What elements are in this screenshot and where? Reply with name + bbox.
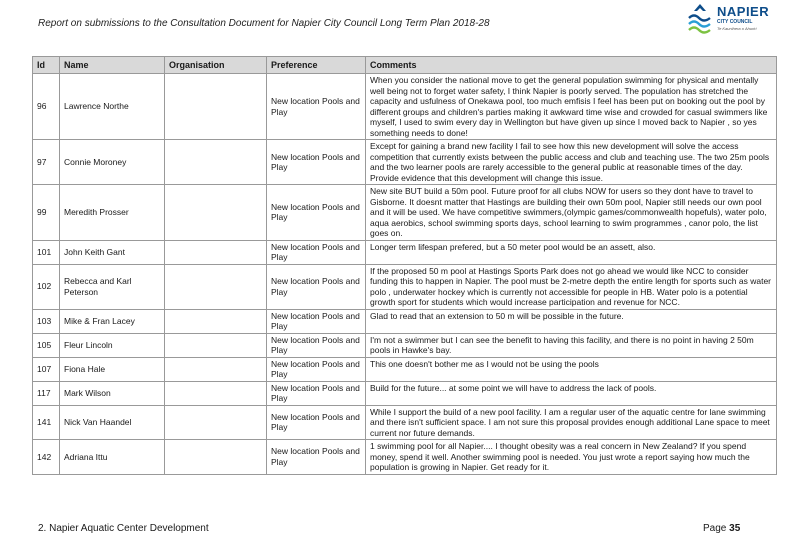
cell-organisation [165, 74, 267, 140]
cell-organisation [165, 264, 267, 309]
cell-name: Mike & Fran Lacey [60, 309, 165, 333]
cell-comment: Glad to read that an extension to 50 m will be possible in the future. [366, 309, 777, 333]
cell-comment: If the proposed 50 m pool at Hastings Sports Park does not go ahead we would like NCC to consider funding this to happen in Napier. The pool must be 2-metre depth the entire length for sports such as water polo , underwater hockey which is currently not accessible for people in HB. Water polo is a potential growth sport for students which would increase participation and revenue for NCC. [366, 264, 777, 309]
cell-organisation [165, 309, 267, 333]
report-title: Report on submissions to the Consultation Document for Napier City Council Long Term Plan 2018-28 [38, 18, 490, 29]
cell-organisation [165, 333, 267, 357]
cell-name: Rebecca and Karl Peterson [60, 264, 165, 309]
cell-id: 97 [33, 140, 60, 185]
cell-id: 102 [33, 264, 60, 309]
cell-preference: New location Pools and Play [267, 381, 366, 405]
cell-organisation [165, 357, 267, 381]
cell-id: 103 [33, 309, 60, 333]
footer-section-title: 2. Napier Aquatic Center Development [38, 523, 209, 534]
cell-preference: New location Pools and Play [267, 74, 366, 140]
cell-id: 101 [33, 240, 60, 264]
cell-organisation [165, 440, 267, 475]
cell-name: Nick Van Haandel [60, 405, 165, 440]
cell-preference: New location Pools and Play [267, 240, 366, 264]
cell-name: Lawrence Northe [60, 74, 165, 140]
cell-comment: I'm not a swimmer but I can see the benefit to having this facility, and there is no point in having 2 50m pools in Hawke's bay. [366, 333, 777, 357]
table-row [33, 74, 777, 140]
col-header-name: Name [60, 57, 165, 74]
cell-comment: Except for gaining a brand new facility I fail to see how this new development will solve the access competition that currently exists between the public access and club and teaching use. The two 25m pools and the two learner pools are rarely accessible to the general public at reasonable times of the day. Provide evidence that this development will change this issue. [366, 140, 777, 185]
col-header-organisation: Organisation [165, 57, 267, 74]
cell-name: John Keith Gant [60, 240, 165, 264]
cell-organisation [165, 240, 267, 264]
logo-name: NAPIER [717, 4, 770, 19]
napier-wave-icon [686, 2, 714, 36]
cell-organisation [165, 140, 267, 185]
submissions-table [32, 56, 777, 475]
cell-preference: New location Pools and Play [267, 264, 366, 309]
col-header-preference: Preference [267, 57, 366, 74]
table-row [33, 309, 777, 333]
logo-subtitle: CITY COUNCIL [717, 19, 753, 25]
page-label: Page [703, 523, 727, 534]
table-row [33, 185, 777, 241]
table-header-row [33, 57, 777, 74]
cell-name: Meredith Prosser [60, 185, 165, 241]
cell-comment: New site BUT build a 50m pool. Future proof for all clubs NOW for users so they dont have to travel to Gisborne. It doesnt matter that Hastings are building their own 50m pool, Napier still needs our own pool and it will be used. We have competitive swimmers,(olympic games/commonwealth hopefuls), water polo, aqua aerobics, school swimming sports days, school learning to swim programmes , canor polo, the list goes on. [366, 185, 777, 241]
cell-name: Connie Moroney [60, 140, 165, 185]
table-row [33, 357, 777, 381]
cell-name: Adriana Ittu [60, 440, 165, 475]
cell-comment: 1 swimming pool for all Napier.... I thought obesity was a real concern in New Zealand? If you spend money, spend it well. Another swimming pool is needed. You just wrote a report saying how much the population is growing in Napier. Get ready for it. [366, 440, 777, 475]
cell-comment: Build for the future... at some point we will have to address the lack of pools. [366, 381, 777, 405]
cell-id: 107 [33, 357, 60, 381]
cell-comment: While I support the build of a new pool facility. I am a regular user of the aquatic centre for lane swimming and there isn't sufficient space. I am not sure this proposal provides enough additional Lane space to meet current nor future demands. [366, 405, 777, 440]
cell-name: Fiona Hale [60, 357, 165, 381]
table-row [33, 240, 777, 264]
page-number [703, 523, 740, 534]
cell-name: Mark Wilson [60, 381, 165, 405]
council-logo [686, 2, 796, 40]
col-header-comments: Comments [366, 57, 777, 74]
cell-comment: When you consider the national move to get the general population swimming for physical and mentally well being not to forget water safety, I think Napier is poorly served. The population has stretched the capacity and usfulness of Onekawa pool, too much emfisis I feel has been put on booking out the pool by different groups and children's parties making it awkward time wise and crowded for casual swimmers like myself, I used to swim every day in Wellington but have given up since I moved back to Napier , so yes something needs to done! [366, 74, 777, 140]
cell-id: 99 [33, 185, 60, 241]
cell-preference: New location Pools and Play [267, 405, 366, 440]
cell-preference: New location Pools and Play [267, 309, 366, 333]
cell-organisation [165, 185, 267, 241]
cell-preference: New location Pools and Play [267, 185, 366, 241]
cell-id: 96 [33, 74, 60, 140]
logo-tagline: Te Kaunihera o Ahuriri [717, 26, 757, 31]
cell-id: 105 [33, 333, 60, 357]
cell-organisation [165, 405, 267, 440]
page-number-value: 35 [729, 523, 741, 534]
cell-organisation [165, 381, 267, 405]
cell-id: 117 [33, 381, 60, 405]
table-row [33, 140, 777, 185]
table-row [33, 333, 777, 357]
cell-preference: New location Pools and Play [267, 140, 366, 185]
cell-id: 141 [33, 405, 60, 440]
table-row [33, 381, 777, 405]
cell-preference: New location Pools and Play [267, 357, 366, 381]
cell-preference: New location Pools and Play [267, 333, 366, 357]
table-row [33, 440, 777, 475]
table-row [33, 264, 777, 309]
col-header-id: Id [33, 57, 60, 74]
table-row [33, 405, 777, 440]
cell-preference: New location Pools and Play [267, 440, 366, 475]
cell-comment: This one doesn't bother me as I would not be using the pools [366, 357, 777, 381]
cell-name: Fleur Lincoln [60, 333, 165, 357]
cell-comment: Longer term lifespan prefered, but a 50 meter pool would be an assett, also. [366, 240, 777, 264]
cell-id: 142 [33, 440, 60, 475]
